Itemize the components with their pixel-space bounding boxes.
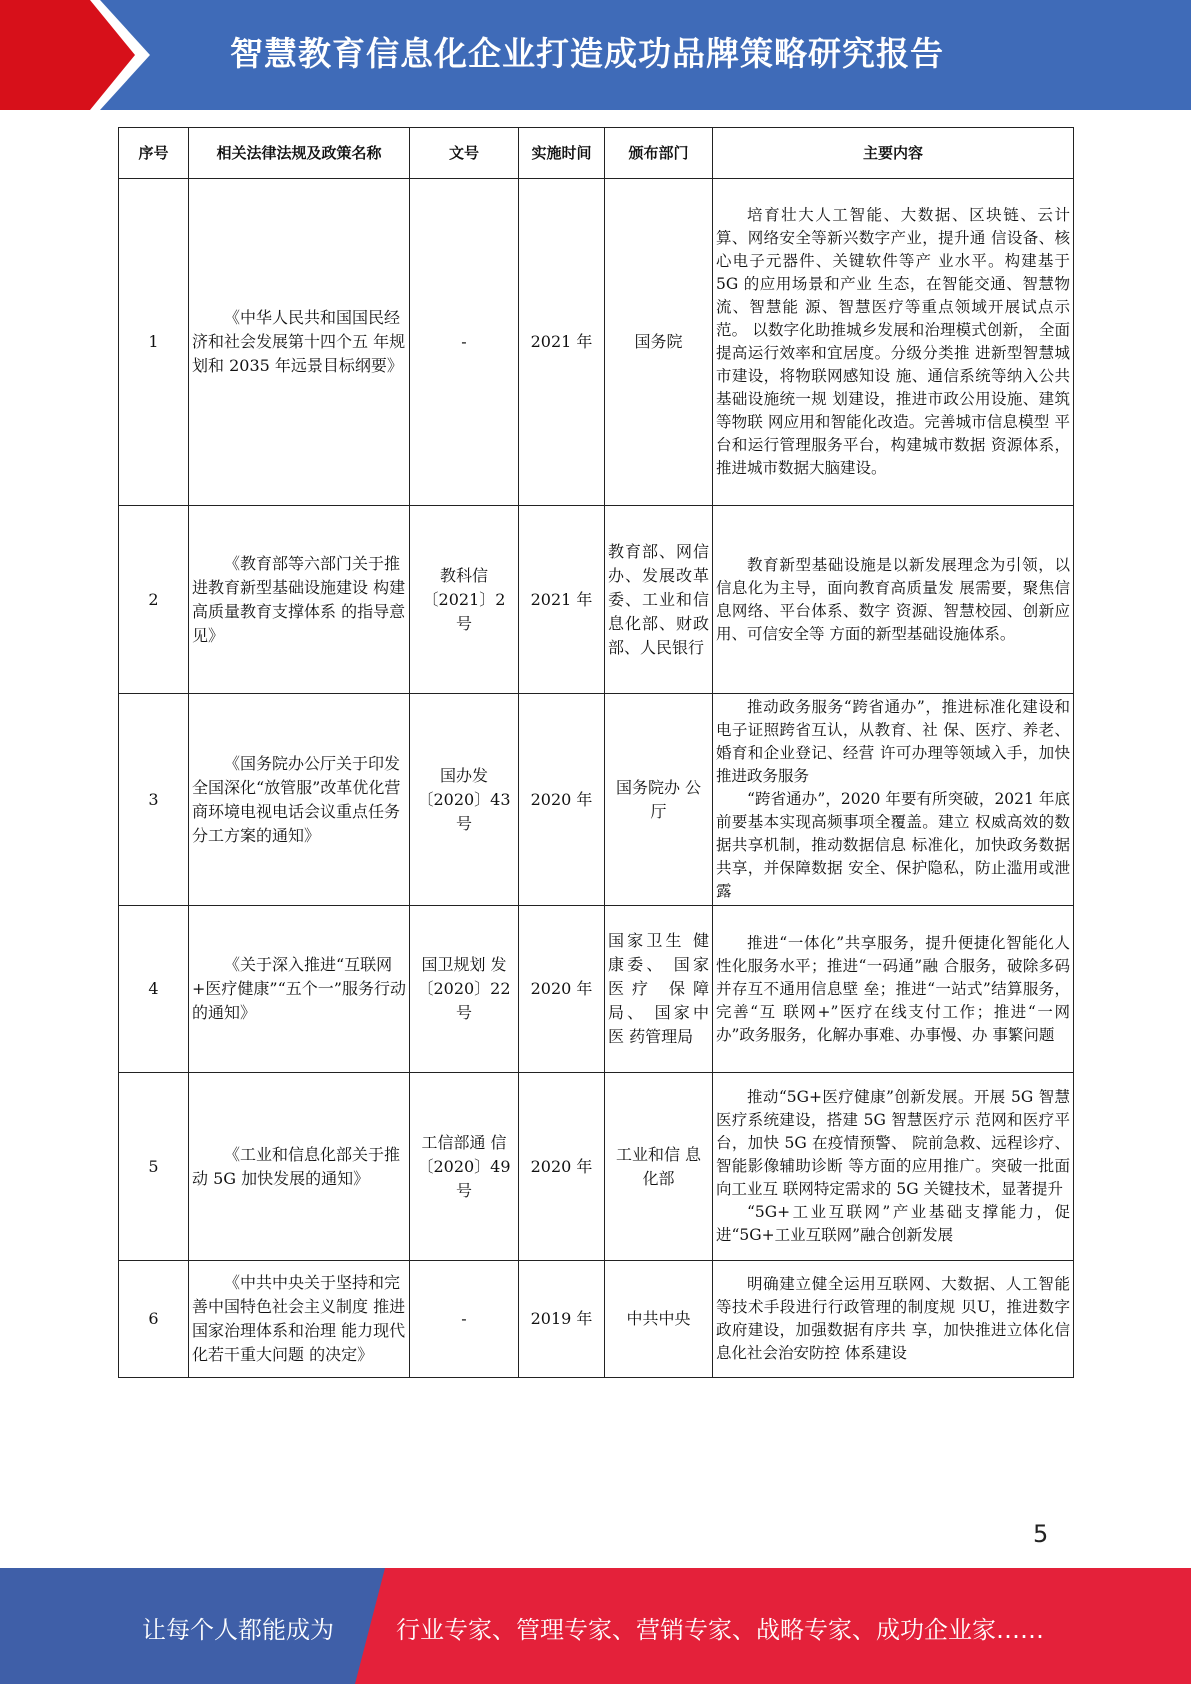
row-content: 推进“一体化”共享服务，提升便捷化智能化人性化服务水平；推进“一码通”融 合服务，破除多码并存互不通用信息壁 垒；推进“一站式”结算服务，完善“互 联网+”医疗在线支付工作；推进“一网 办”政务服务，化解办事难、办事慢、办 事繁问题: [713, 906, 1074, 1073]
header-name: 相关法律法规及政策名称: [189, 128, 410, 179]
row-content-part2: “5G+工业互联网”产业基础支撑能力，促进“5G+工业互联网”融合创新发展: [716, 1203, 1070, 1244]
header-dept: 颁布部门: [605, 128, 713, 179]
row-name: 《国务院办公厅关于印发 全国深化“放管服”改革优化营商环境电视电话会议重点任务分工方案的通知》: [189, 694, 410, 906]
row-dept: 国务院: [605, 179, 713, 506]
footer-banner: [0, 1568, 1191, 1684]
row-content: [713, 1073, 1074, 1261]
row-date: 2019 年: [519, 1261, 605, 1378]
table-row: [119, 1073, 1074, 1261]
row-name: 《工业和信息化部关于推动 5G 加快发展的通知》: [189, 1073, 410, 1261]
row-name: 《教育部等六部门关于推 进教育新型基础设施建设 构建高质量教育支撑体系 的指导意见》: [189, 506, 410, 694]
row-doc: 工信部通 信〔2020〕49 号: [410, 1073, 519, 1261]
header-content: 主要内容: [713, 128, 1074, 179]
row-content-part1: 推动政务服务“跨省通办”，推进标准化建设和电子证照跨省互认，从教育、社 保、医疗、养老、婚育和企业登记、经营 许可办理等领域入手，加快推进政务服务: [716, 698, 1070, 785]
row-no: 5: [119, 1073, 189, 1261]
footer-slogan-right: 行业专家、管理专家、营销专家、战略专家、成功企业家……: [396, 1616, 1044, 1644]
row-dept: 工业和信 息化部: [605, 1073, 713, 1261]
table-row: [119, 506, 1074, 694]
row-doc: 国卫规划 发〔2020〕22 号: [410, 906, 519, 1073]
policy-table: [118, 127, 1074, 1378]
row-date: 2020 年: [519, 1073, 605, 1261]
row-date: 2020 年: [519, 694, 605, 906]
row-no: 1: [119, 179, 189, 506]
document-title: 智慧教育信息化企业打造成功品牌策略研究报告: [230, 34, 944, 73]
header-doc: 文号: [410, 128, 519, 179]
row-no: 3: [119, 694, 189, 906]
table-row: [119, 1261, 1074, 1378]
row-date: 2020 年: [519, 906, 605, 1073]
row-no: 2: [119, 506, 189, 694]
header-banner: [0, 0, 1191, 110]
row-name: 《中华人民共和国国民经 济和社会发展第十四个五 年规划和 2035 年远景目标纲要》: [189, 179, 410, 506]
row-dept: 国务院办 公厅: [605, 694, 713, 906]
row-name: 《中共中央关于坚持和完 善中国特色社会主义制度 推进国家治理体系和治理 能力现代化若干重大问题 的决定》: [189, 1261, 410, 1378]
row-content: 明确建立健全运用互联网、大数据、人工智能等技术手段进行行政管理的制度规 贝U，推进数字政府建设，加强数据有序共 享，加快推进立体化信息化社会治安防控 体系建设: [713, 1261, 1074, 1378]
row-content: 培育壮大人工智能、大数据、区块链、云计算、网络安全等新兴数字产业，提升通 信设备、核心电子元器件、关键软件等产 业水平。构建基于 5G 的应用场景和产业 生态，在智能交通、智慧物流、智慧能 源、智慧医疗等重点领域开展试点示范。 以数字化助推城乡发展和治理模式创新， 全面提高运行效率和宜居度。分级分类推 进新型智慧城市建设，将物联网感知设 施、通信系统等纳入公共基础设施统一规 划建设，推进市政公用设施、建筑等物联 网应用和智能化改造。完善城市信息模型 平台和运行管理服务平台，构建城市数据 资源体系，推进城市数据大脑建设。: [713, 179, 1074, 506]
row-name: 《关于深入推进“互联网 +医疗健康”“五个一”服务行动的通知》: [189, 906, 410, 1073]
row-dept: 中共中央: [605, 1261, 713, 1378]
row-content: 教育新型基础设施是以新发展理念为引领，以信息化为主导，面向教育高质量发 展需要，聚焦信息网络、平台体系、数字 资源、智慧校园、创新应用、可信安全等 方面的新型基础设施体系。: [713, 506, 1074, 694]
header-date: 实施时间: [519, 128, 605, 179]
table-row: [119, 906, 1074, 1073]
row-no: 4: [119, 906, 189, 1073]
row-doc: -: [410, 1261, 519, 1378]
row-date: 2021 年: [519, 179, 605, 506]
row-content-part1: 推动“5G+医疗健康”创新发展。开展 5G 智慧医疗系统建设，搭建 5G 智慧医疗示 范网和医疗平台，加快 5G 在疫情预警、 院前急救、远程诊疗、智能影像辅助诊断 等方面的应用推广。突破一批面向工业互 联网特定需求的 5G 关键技术，显著提升: [716, 1088, 1070, 1198]
table-header-row: [119, 128, 1074, 179]
row-date: 2021 年: [519, 506, 605, 694]
table-row: [119, 179, 1074, 506]
row-doc: 国办发〔2020〕43 号: [410, 694, 519, 906]
row-doc: -: [410, 179, 519, 506]
header-no: 序号: [119, 128, 189, 179]
row-no: 6: [119, 1261, 189, 1378]
table-row: [119, 694, 1074, 906]
row-dept: 国家卫生 健康委、 国家医疗 保障局、 国家中医 药管理局: [605, 906, 713, 1073]
row-content-part2: “跨省通办”，2020 年要有所突破，2021 年底前要基本实现高频事项全覆盖。建立 权威高效的数据共享机制，推动数据信息 标准化，加快政务数据共享，并保障数据 安全、保护隐私，防止滥用或泄露: [716, 790, 1070, 900]
footer-slogan-left: 让每个人都能成为: [142, 1616, 334, 1644]
page-number: 5: [1033, 1520, 1049, 1548]
row-content: [713, 694, 1074, 906]
row-dept: 教育部、网信办、发展改革委、工业和信息化部、财政部、人民银行: [605, 506, 713, 694]
row-doc: 教科信〔2021〕2 号: [410, 506, 519, 694]
